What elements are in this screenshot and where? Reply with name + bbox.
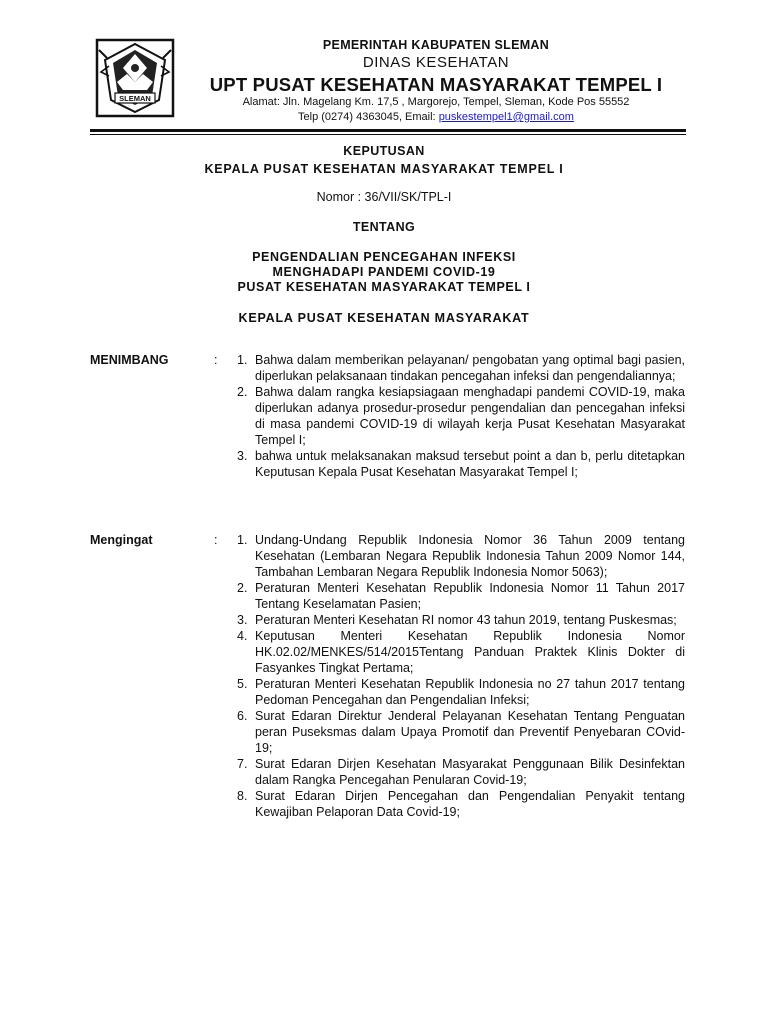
list-item-text: Surat Edaran Dirjen Pencegahan dan Pengendalian Penyakit tentang Kewajiban Pelaporan Data Covid-19;: [255, 789, 685, 819]
list-item-text: Surat Edaran Dirjen Kesehatan Masyarakat Penggunaan Bilik Desinfektan dalam Rangka Pencegahan Penularan Covid-19;: [255, 757, 685, 787]
list-item-number: 8.: [237, 789, 248, 803]
kop-upt: UPT PUSAT KESEHATAN MASYARAKAT TEMPEL I: [209, 74, 663, 95]
list-item: [232, 532, 685, 580]
menimbang-colon: :: [214, 353, 218, 367]
list-item: [232, 448, 685, 480]
list-item: [232, 352, 685, 384]
list-item-number: 2.: [237, 385, 248, 399]
list-item-number: 7.: [237, 757, 248, 771]
list-item: [232, 708, 685, 756]
list-item-text: Undang-Undang Republik Indonesia Nomor 36 Tahun 2009 tentang Kesehatan (Lembaran Negara Republik Indonesia Tahun 2009 Nomor 144, Tambahan Lembaran Negara Republik Indonesia Nomor 5063);: [255, 533, 685, 579]
kop-dinas: DINAS KESEHATAN: [362, 54, 510, 71]
kop-telp-text: Telp (0274) 4363045, Email:: [298, 111, 439, 123]
logo-text: SLEMAN: [119, 94, 151, 103]
list-item: [232, 384, 685, 448]
list-item-text: Surat Edaran Direktur Jenderal Pelayanan Kesehatan Tentang Penguatan peran Puseksmas dalam Upaya Promotif dan Preventif Penyebaran COvid-19;: [255, 709, 685, 755]
title-nomor: Nomor : 36/VII/SK/TPL-I: [316, 190, 452, 204]
menimbang-label: MENIMBANG: [90, 353, 169, 367]
list-item-number: 3.: [237, 449, 248, 463]
menimbang-list: [232, 352, 685, 480]
title-kepala-pusat: KEPALA PUSAT KESEHATAN MASYARAKAT: [238, 311, 530, 325]
list-item-text: Peraturan Menteri Kesehatan Republik Indonesia no 27 tahun 2017 tentang Pedoman Pencegahan dan Pengendalian Infeksi;: [255, 677, 685, 707]
list-item-number: 1.: [237, 533, 248, 547]
title-kepala: KEPALA PUSAT KESEHATAN MASYARAKAT TEMPEL I: [204, 162, 564, 176]
title-tentang: TENTANG: [352, 220, 416, 234]
list-item-text: Peraturan Menteri Kesehatan Republik Indonesia Nomor 11 Tahun 2017 Tentang Keselamatan Pasien;: [255, 581, 685, 611]
list-item: [232, 788, 685, 820]
letterhead-rule-thick: [90, 129, 686, 132]
title-subject-line-1: PENGENDALIAN PENCEGAHAN INFEKSI: [252, 250, 516, 264]
list-item: [232, 628, 685, 676]
list-item-number: 6.: [237, 709, 248, 723]
list-item-number: 1.: [237, 353, 248, 367]
list-item-number: 4.: [237, 629, 248, 643]
list-item-text: bahwa untuk melaksanakan maksud tersebut point a dan b, perlu ditetapkan Keputusan Kepala Pusat Kesehatan Masyarakat Tempel I;: [255, 449, 685, 479]
email-link[interactable]: puskestempel1@gmail.com: [438, 111, 574, 123]
list-item: [232, 580, 685, 612]
kop-telp: [52, 111, 768, 123]
list-item-text: Bahwa dalam rangka kesiapsiagaan menghadapi pandemi COVID-19, maka diperlukan adanya prosedur-prosedur pengendalian dan pencegahan infeksi di masa pandemi COVID-19 di wilayah kerja Pusat Kesehatan Masyarakat Tempel I;: [255, 385, 685, 447]
title-keputusan: KEPUTUSAN: [343, 144, 425, 158]
list-item: [232, 676, 685, 708]
list-item-text: Peraturan Menteri Kesehatan RI nomor 43 tahun 2019, tentang Puskesmas;: [255, 613, 677, 627]
kop-pemerintah: PEMERINTAH KABUPATEN SLEMAN: [322, 38, 550, 52]
list-item-text: Keputusan Menteri Kesehatan Republik Indonesia Nomor HK.02.02/MENKES/514/2015Tentang Panduan Praktek Klinis Dokter di Fasyankes Tingkat Pertama;: [255, 629, 685, 675]
mengingat-list: [232, 532, 685, 820]
list-item-number: 3.: [237, 613, 248, 627]
mengingat-label: Mengingat: [90, 533, 153, 547]
letterhead-rule-thin: [90, 134, 686, 135]
title-subject-line-3: PUSAT KESEHATAN MASYARAKAT TEMPEL I: [237, 280, 531, 294]
list-item-number: 5.: [237, 677, 248, 691]
mengingat-colon: :: [214, 533, 218, 547]
list-item-number: 2.: [237, 581, 248, 595]
list-item: [232, 612, 685, 628]
list-item: [232, 756, 685, 788]
kop-alamat: Alamat: Jln. Magelang Km. 17,5 , Margorejo, Tempel, Sleman, Kode Pos 55552: [242, 96, 630, 108]
list-item-text: Bahwa dalam memberikan pelayanan/ pengobatan yang optimal bagi pasien, diperlukan pelaksanaan tindakan pencegahan infeksi dan pengendaliannya;: [255, 353, 685, 383]
title-subject-line-2: MENGHADAPI PANDEMI COVID-19: [272, 265, 496, 279]
